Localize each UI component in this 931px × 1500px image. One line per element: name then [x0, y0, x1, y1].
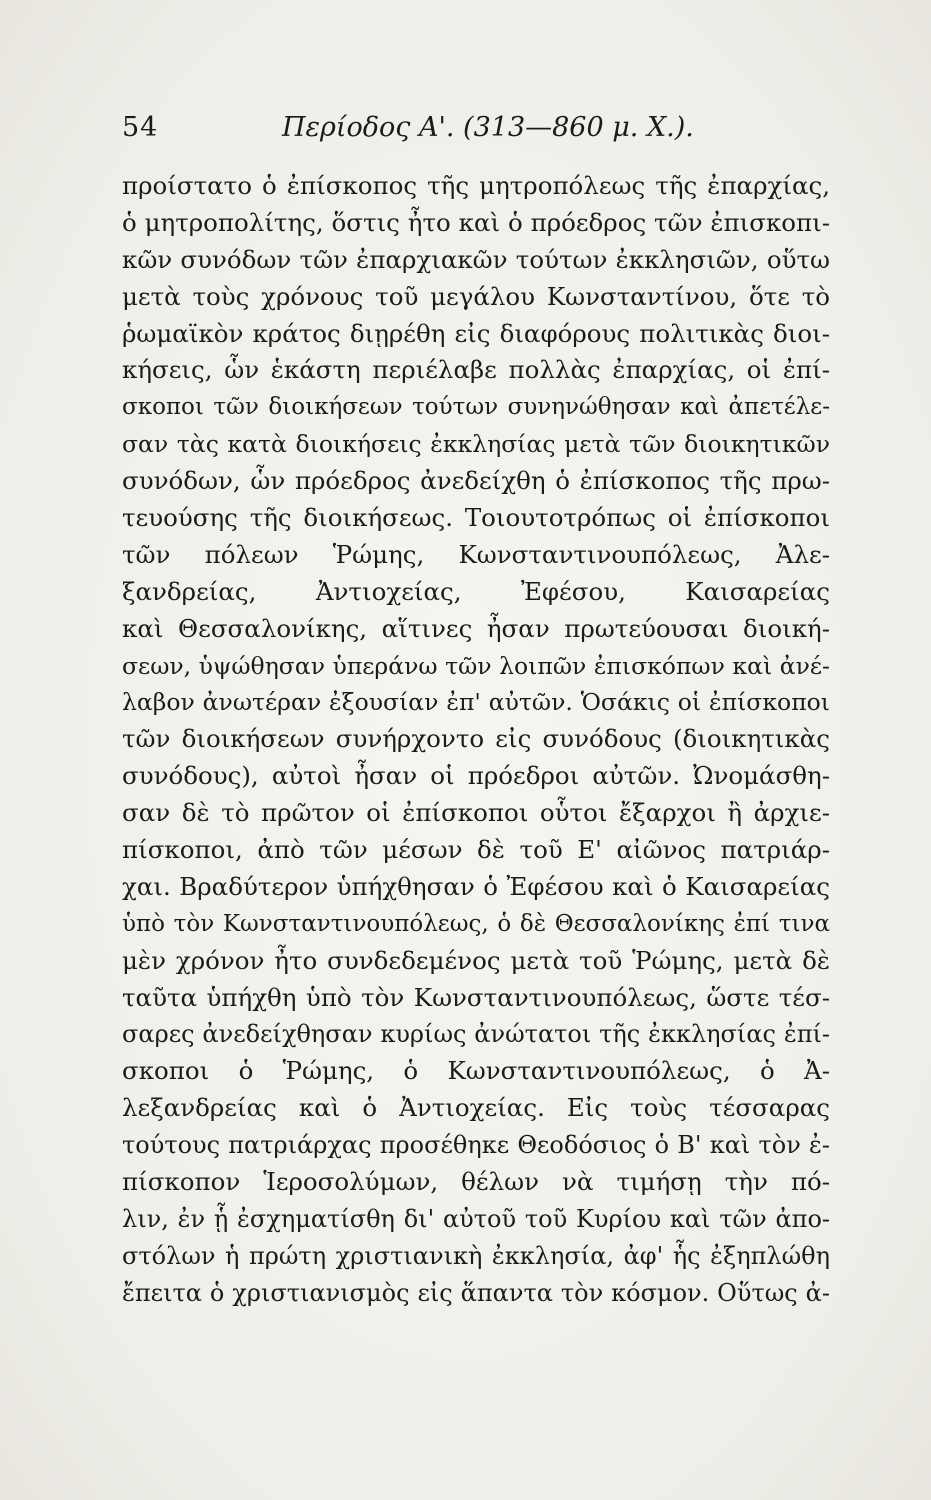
text-line: σαρες ἀνεδείχθησαν κυρίως ἀνώτατοι τῆς ἐκκλησίας ἐπί- [122, 1020, 830, 1049]
text-line: στόλων ἡ πρώτη χριστιανικὴ ἐκκλησία, ἀφ' ἧς ἐξηπλώθη [122, 1241, 830, 1270]
text-line: προίστατο ὁ ἐπίσκοπος τῆς μητροπόλεως τῆς ἐπαρχίας, [122, 171, 830, 200]
text-line: μετὰ τοὺς χρόνους τοῦ μεγάλου Κωνσταντίνου, ὅτε τὸ [122, 281, 830, 311]
text-line: τευούσης τῆς διοικήσεως. Τοιουτοτρόπως οἱ ἐπίσκοποι [122, 503, 830, 533]
text-line: σεων, ὑψώθησαν ὑπεράνω τῶν λοιπῶν ἐπισκόπων καὶ ἀνέ- [122, 651, 830, 680]
text-line: σαν τὰς κατὰ διοικήσεις ἐκκλησίας μετὰ τῶν διοικητικῶν [122, 430, 830, 459]
text-line: συνόδους), αὐτοὶ ἦσαν οἱ πρόεδροι αὐτῶν. Ὠνομάσθη- [122, 761, 830, 791]
text-line: ὑπὸ τὸν Κωνσταντινουπόλεως, ὁ δὲ Θεσσαλονίκης ἐπί τινα [122, 910, 830, 937]
text-line: λεξανδρείας καὶ ὁ Ἀντιοχείας. Εἰς τοὺς τέσσαρας [122, 1093, 830, 1123]
text-line: πίσκοποι, ἀπὸ τῶν μέσων δὲ τοῦ Ε' αἰῶνος πατριάρ- [122, 835, 830, 865]
text-line: λαβον ἀνωτέραν ἐξουσίαν ἐπ' αὐτῶν. Ὁσάκις οἱ ἐπίσκοποι [122, 688, 830, 717]
text-line: κῶν συνόδων τῶν ἐπαρχιακῶν τούτων ἐκκλησιῶν, οὕτω [122, 244, 830, 274]
text-line: κήσεις, ὧν ἑκάστη περιέλαβε πολλὰς ἐπαρχίας, οἱ ἐπί- [122, 355, 830, 385]
text-line: ὁ μητροπολίτης, ὅστις ἦτο καὶ ὁ πρόεδρος τῶν ἐπισκοπι- [122, 207, 830, 237]
text-line: ταῦτα ὑπήχθη ὑπὸ τὸν Κωνσταντινουπόλεως, ὥστε τέσ- [122, 982, 830, 1012]
text-line: σκοποι τῶν διοικήσεων τούτων συνηνώθησαν καὶ ἀπετέλε- [122, 394, 830, 421]
text-line: τῶν πόλεων Ῥώμης, Κωνσταντινουπόλεως, Ἀλε- [122, 539, 830, 569]
text-line: πίσκοπον Ἱεροσολύμων, θέλων νὰ τιμήσῃ τὴν πό- [122, 1167, 830, 1197]
text-line: σαν δὲ τὸ πρῶτον οἱ ἐπίσκοποι οὗτοι ἔξαρχοι ἢ ἀρχιε- [122, 798, 830, 828]
running-head: Περίοδος Α'. (313—860 μ. Χ.). [282, 112, 694, 143]
text-line: τούτους πατριάρχας προσέθηκε Θεοδόσιος ὁ Β' καὶ τὸν ἐ- [122, 1131, 830, 1160]
text-line: ἔπειτα ὁ χριστιανισμὸς εἰς ἅπαντα τὸν κόσμον. Οὕτως ἀ- [122, 1278, 830, 1307]
page-header [122, 112, 822, 152]
page-number: 54 [122, 112, 159, 143]
text-line: λιν, ἐν ᾗ ἐσχηματίσθη δι' αὐτοῦ τοῦ Κυρίου καὶ τῶν ἀπο- [122, 1204, 830, 1233]
text-line: συνόδων, ὧν πρόεδρος ἀνεδείχθη ὁ ἐπίσκοπος τῆς πρω- [122, 466, 830, 496]
text-line: τῶν διοικήσεων συνήρχοντο εἰς συνόδους (διοικητικὰς [122, 724, 830, 754]
body-text [122, 168, 830, 1312]
text-line: χαι. Βραδύτερον ὑπήχθησαν ὁ Ἐφέσου καὶ ὁ Καισαρείας [122, 871, 830, 901]
text-line: καὶ Θεσσαλονίκης, αἵτινες ἦσαν πρωτεύουσαι διοική- [122, 613, 830, 643]
text-line: μὲν χρόνον ἦτο συνδεδεμένος μετὰ τοῦ Ῥώμης, μετὰ δὲ [122, 945, 830, 975]
text-line: ῥωμαϊκὸν κράτος διῃρέθη εἰς διαφόρους πολιτικὰς διοι- [122, 318, 830, 348]
text-line: σκοποι ὁ Ῥώμης, ὁ Κωνσταντινουπόλεως, ὁ Ἀ- [122, 1056, 830, 1086]
text-line: ξανδρείας, Ἀντιοχείας, Ἐφέσου, Καισαρείας [122, 576, 830, 606]
